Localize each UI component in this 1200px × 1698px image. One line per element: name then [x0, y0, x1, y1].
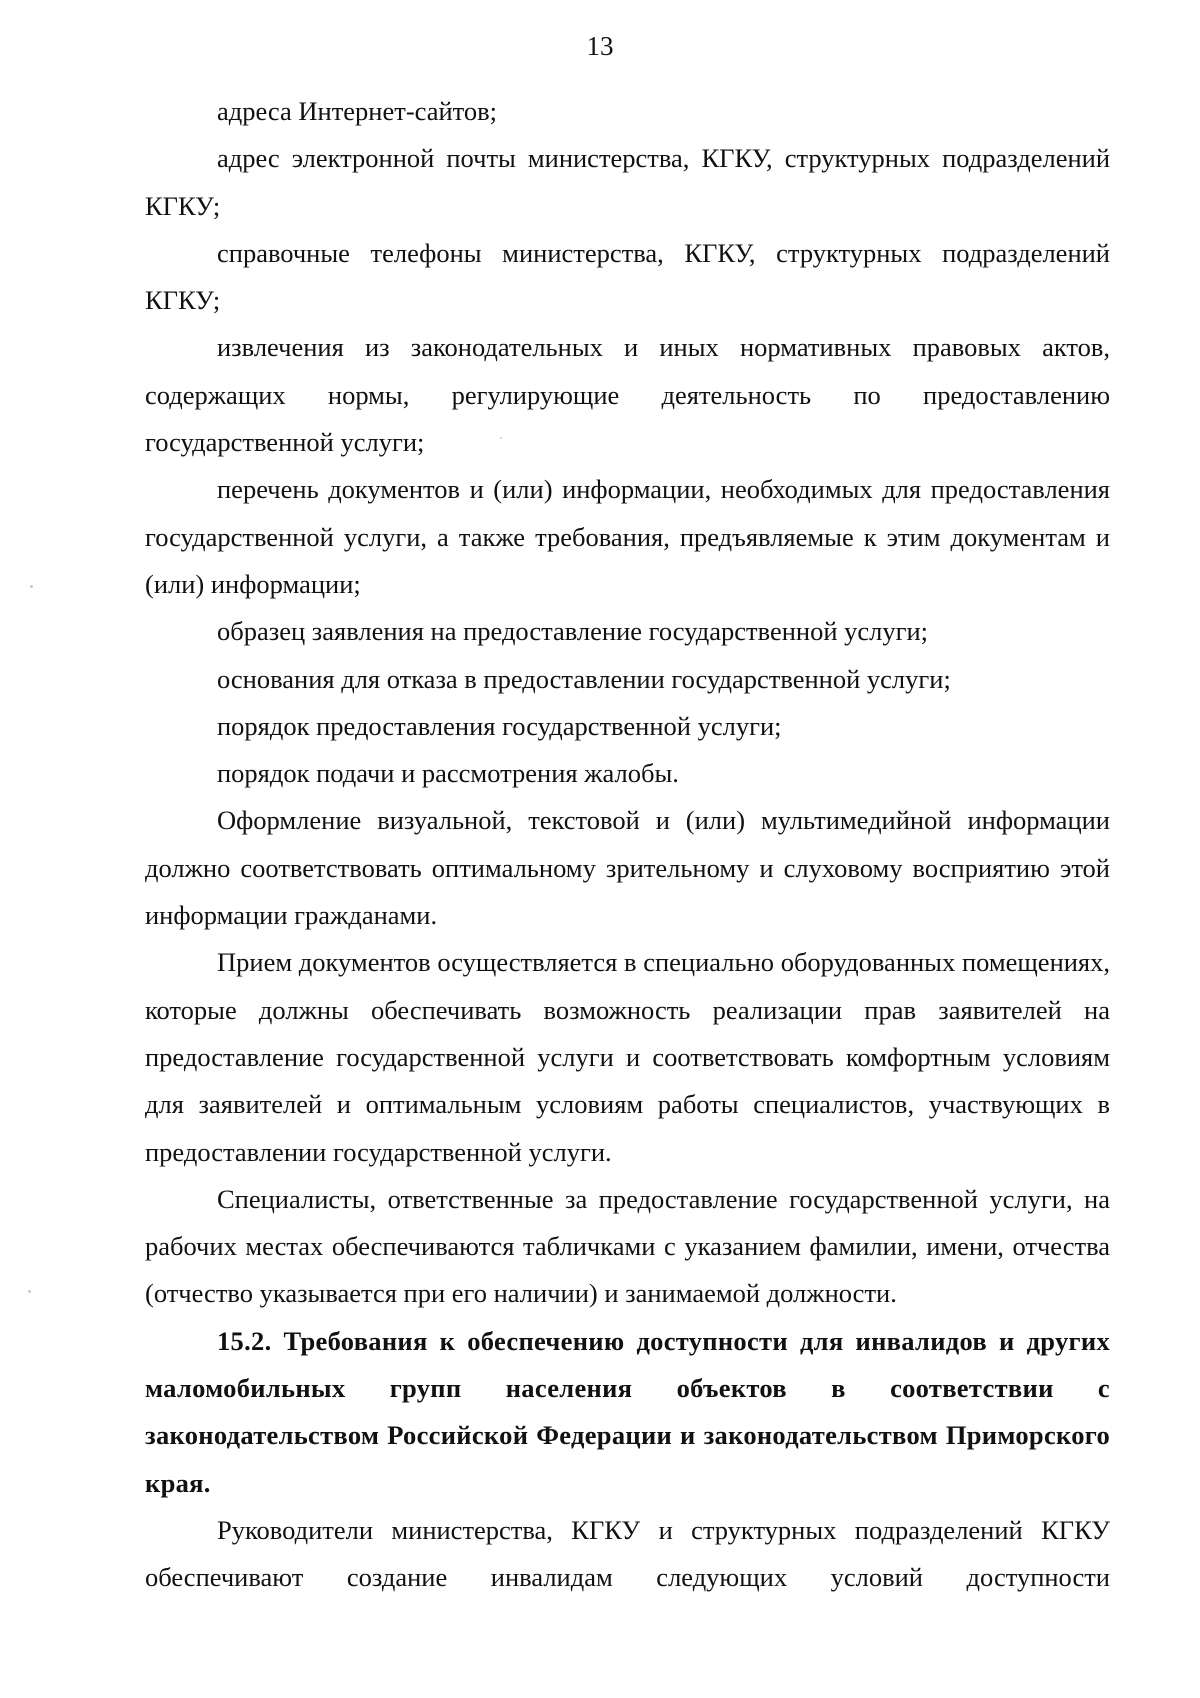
page-number: 13 [586, 31, 614, 61]
paragraph-document-reception: Прием документов осуществляется в специально оборудованных помещениях, которые должны обеспечивать возможность реализации прав заявителей на предоставление государственной услуги и соответствовать комфортным условиям для заявителей и оптимальным условиям работы специалистов, участвующих в предоставлении государственной услуги. [145, 947, 1110, 1167]
paragraph-refusal-grounds: основания для отказа в предоставлении государственной услуги; [217, 663, 951, 694]
paragraph-documents-list: перечень документов и (или) информации, необходимых для предоставления государственной услуги, а также требования, предъявляемые к этим документам и (или) информации; [145, 474, 1110, 599]
paragraph-service-procedure: порядок предоставления государственной услуги; [217, 710, 782, 741]
paragraph-reference-phones: справочные телефоны министерства, КГКУ, структурных подразделений КГКУ; [145, 237, 1110, 316]
document-body [145, 88, 1110, 1602]
paragraph-application-sample: образец заявления на предоставление государственной услуги; [217, 616, 929, 647]
section-heading: 15.2. Требования к обеспечению доступности для инвалидов и других маломобильных групп населения объектов в соответствии с законодательством Российской Федерации и законодательством Приморского края. [145, 1325, 1110, 1498]
scan-speck [500, 437, 502, 439]
paragraph-email-addresses: адрес электронной почты министерства, КГКУ, структурных подразделений КГКУ; [145, 143, 1110, 221]
paragraph-information-design: Оформление визуальной, текстовой и (или) мультимедийной информации должно соответствовать оптимальному зрительному и слуховому восприятию этой информации гражданами. [145, 805, 1110, 931]
paragraph-complaint-procedure: порядок подачи и рассмотрения жалобы. [217, 758, 679, 789]
paragraph-specialists: Специалисты, ответственные за предоставление государственной услуги, на рабочих местах обеспечиваются табличками с указанием фамилии, имени, отчества (отчество указывается при его наличии) и занимаемой должности. [145, 1183, 1110, 1309]
scan-speck [30, 585, 33, 588]
paragraph-internet-sites: адреса Интернет-сайтов; [217, 96, 498, 126]
paragraph-legal-extracts: извлечения из законодательных и иных нормативных правовых актов, содержащих нормы, регулирующие деятельность по предоставлению государственной услуги; [145, 332, 1110, 458]
paragraph-managers: Руководители министерства, КГКУ и структурных подразделений КГКУ обеспечивают создание инвалидам следующих условий доступности [145, 1514, 1110, 1593]
scan-speck [28, 1290, 31, 1293]
